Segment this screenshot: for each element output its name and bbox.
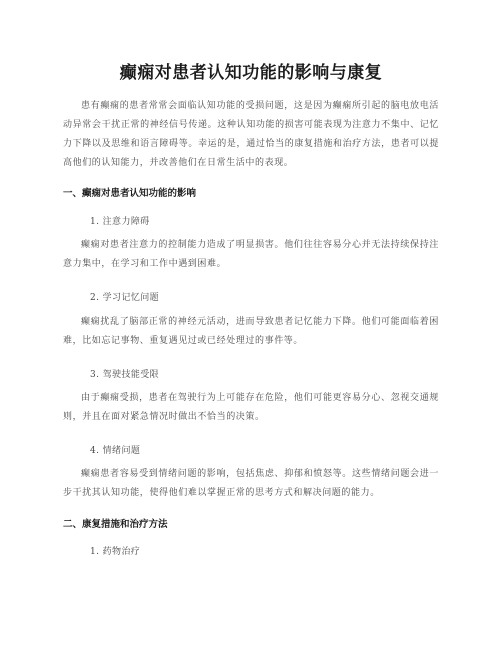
item-text-emotion: 癫痫患者容易受到情绪问题的影响，包括焦虑、抑郁和愤怒等。这些情绪问题会进一步干扰其认知功能，使得他们难以掌握正常的思考方式和解决问题的能力。: [63, 469, 439, 498]
item-heading-memory: 2. 学习记忆问题: [90, 293, 160, 303]
section-heading-effects: 一、癫痫对患者认知功能的影响: [63, 188, 197, 199]
item-heading-driving: 3. 驾驶技能受限: [90, 370, 160, 380]
intro-paragraph: 患有癫痫的患者常常会面临认知功能的受损问题，这是因为癫痫所引起的脑电放电活动异常会干扰正常的神经信号传递。这种认知功能的损害可能表现为注意力不集中、记忆力下降以及思维和语言障碍等。幸运的是，通过恰当的康复措施和治疗方法，患者可以提高他们的认知能力，并改善他们在日常生活中的表现。: [63, 101, 439, 168]
item-text-attention: 癫痫对患者注意力的控制能力造成了明显损害。他们往往容易分心并无法持续保持注意力集中，在学习和工作中遇到困难。: [63, 240, 439, 269]
item-heading-attention: 1. 注意力障碍: [90, 217, 150, 227]
item-heading-medication: 1. 药物治疗: [90, 547, 141, 557]
item-text-driving: 由于癫痫受损，患者在驾驶行为上可能存在危险，他们可能更容易分心、忽视交通规则，并且在面对紧急情况时做出不恰当的决策。: [63, 393, 439, 422]
item-heading-emotion: 4. 情绪问题: [90, 446, 141, 456]
item-text-memory: 癫痫扰乱了脑部正常的神经元活动，进而导致患者记忆能力下降。他们可能面临着困难，比如忘记事物、重复遇见过或已经处理过的事件等。: [63, 317, 439, 346]
section-heading-rehab: 二、康复措施和治疗方法: [63, 519, 168, 530]
document-title: 癫痫对患者认知功能的影响与康复: [119, 63, 383, 83]
